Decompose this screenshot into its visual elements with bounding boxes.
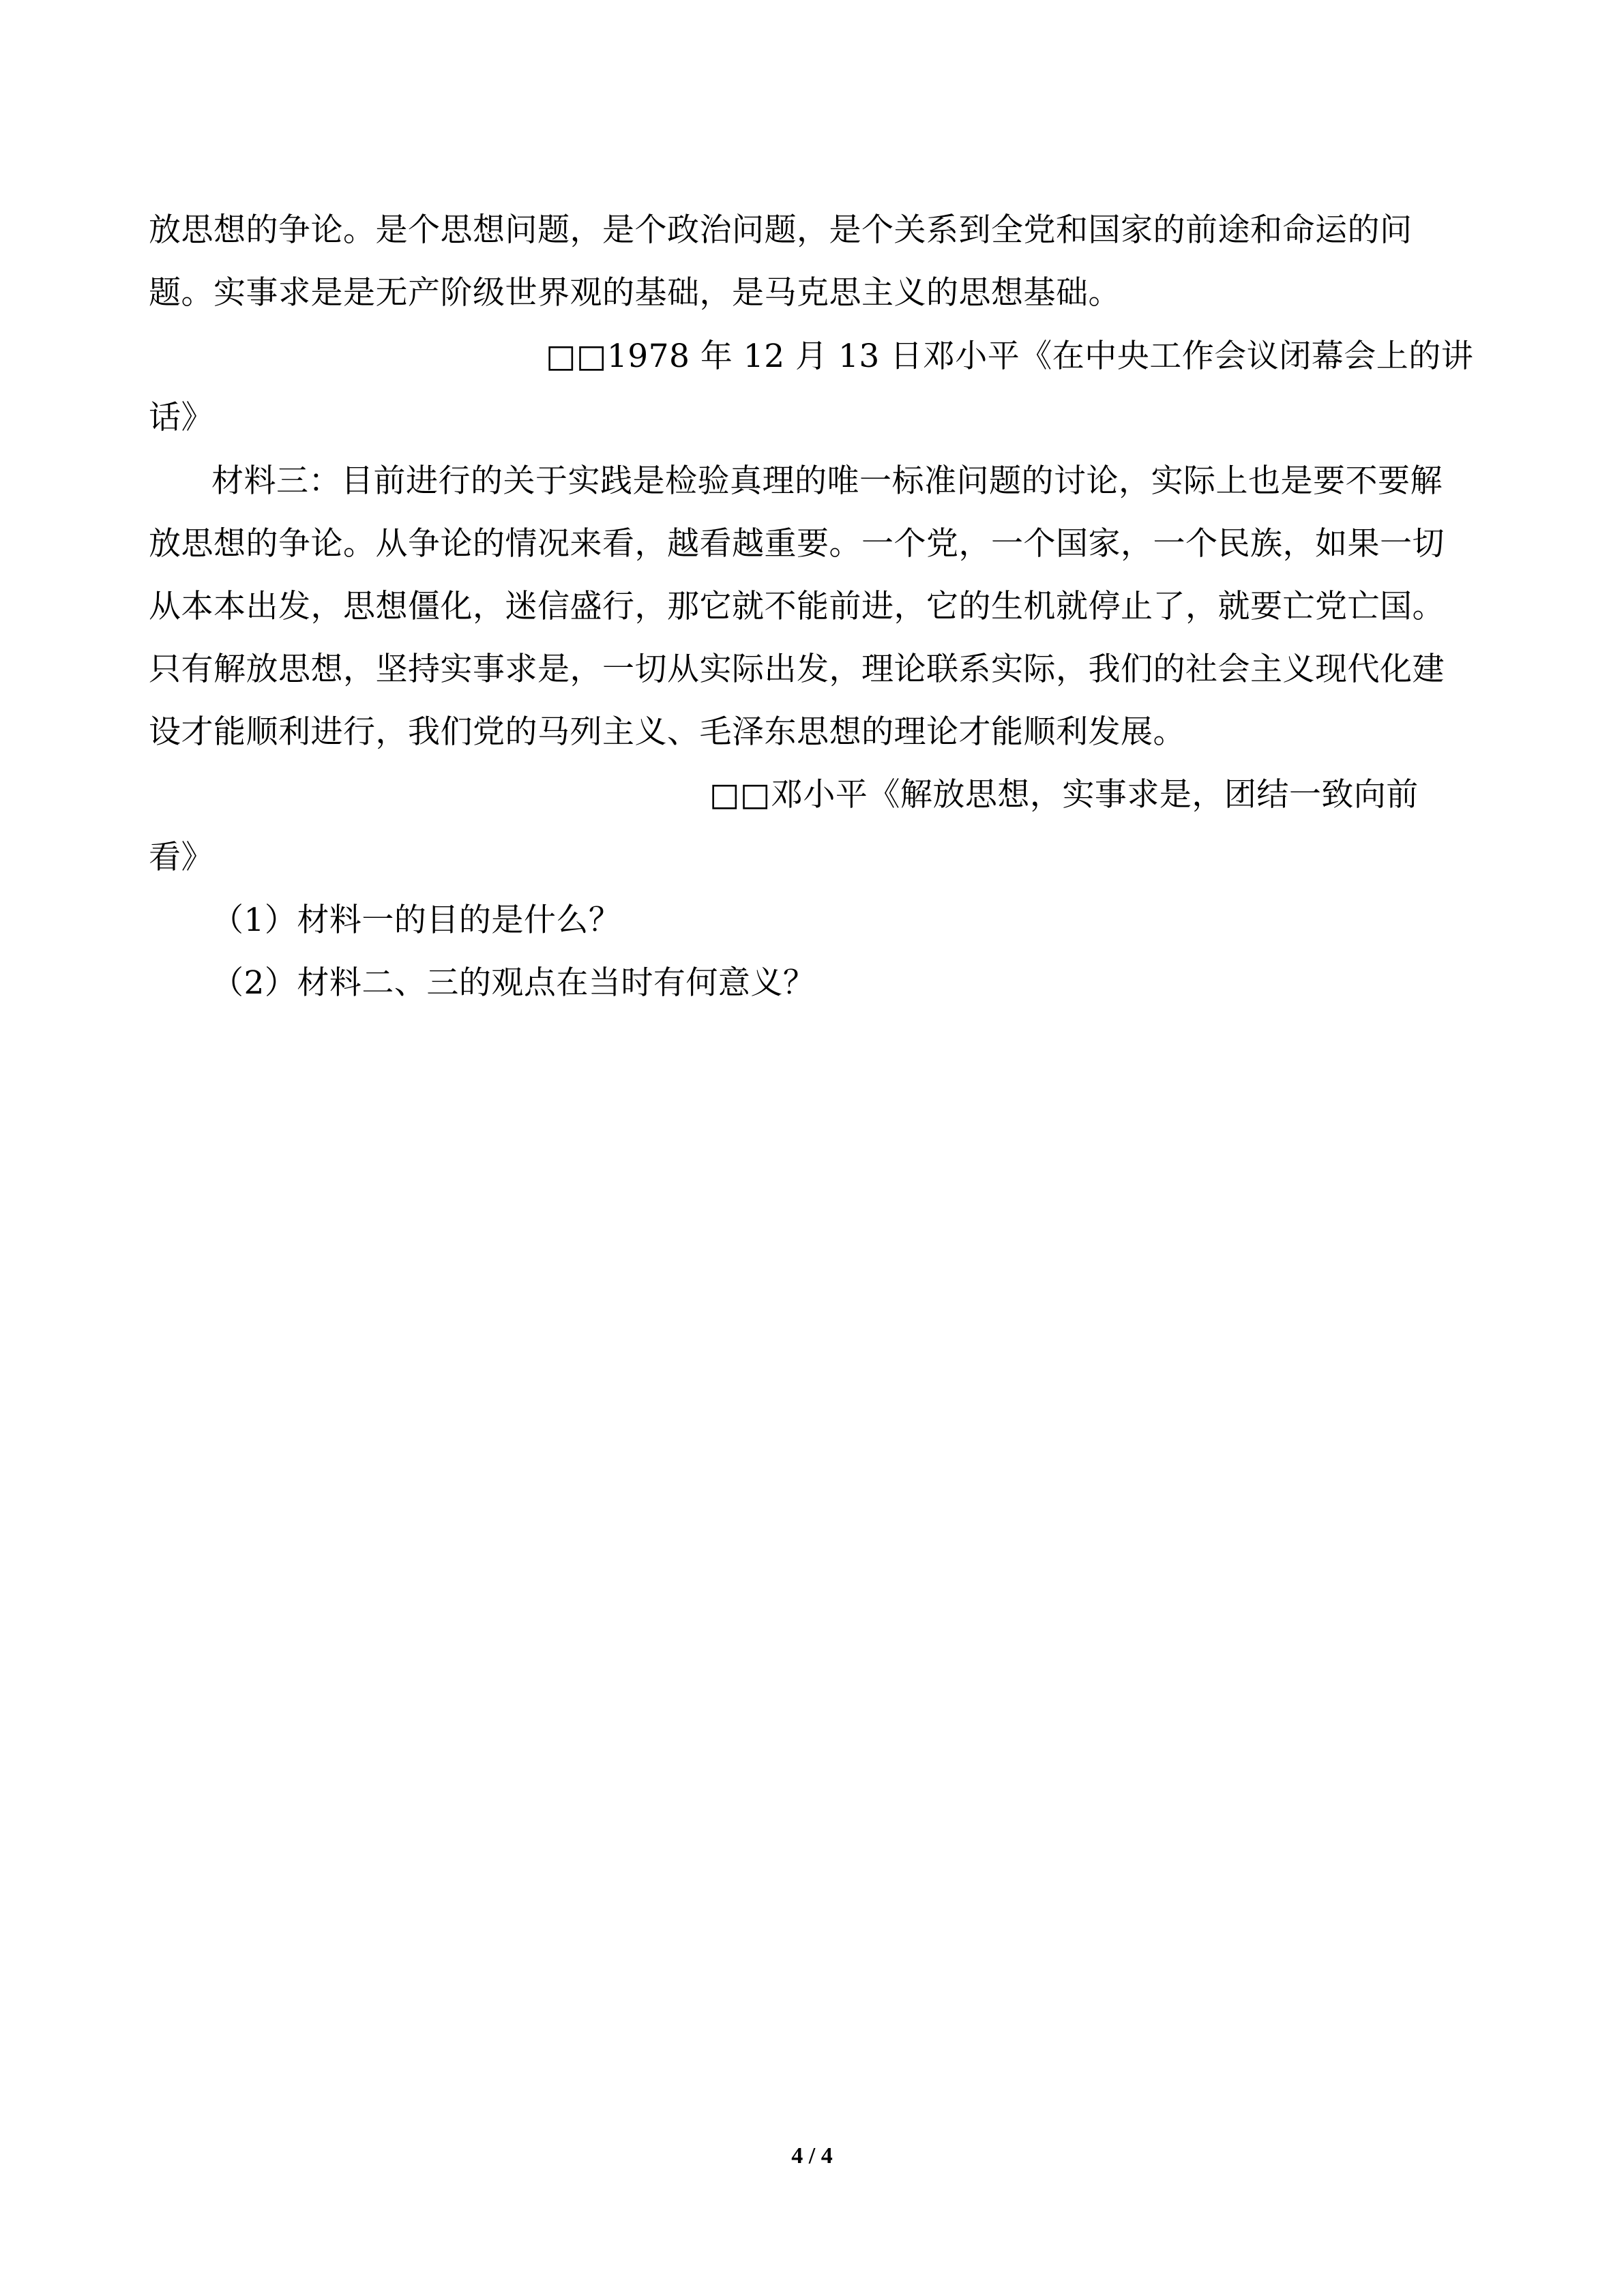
material-three-text-line: 放思想的争论。从争论的情况来看，越看越重要。一个党，一个国家，一个民族，如果一切 <box>149 525 1445 563</box>
material-two-text-line: 放思想的争论。是个思想问题，是个政治问题，是个关系到全党和国家的前途和命运的问 <box>149 211 1413 249</box>
material-two-source-continued: 话》 <box>149 399 213 436</box>
question-2: （2）材料二、三的观点在当时有何意义？ <box>211 964 816 1002</box>
material-three-text-line: 材料三：目前进行的关于实践是检验真理的唯一标准问题的讨论，实际上也是要不要解 <box>211 462 1443 500</box>
material-three-text-line: 只有解放思想，坚持实事求是，一切从实际出发，理论联系实际，我们的社会主义现代化建 <box>149 651 1445 688</box>
material-three-text-line: 设才能顺利进行，我们党的马列主义、毛泽东思想的理论才能顺利发展。 <box>149 713 1185 751</box>
material-three-text-line: 从本本出发，思想僵化，迷信盛行，那它就不能前进，它的生机就停止了，就要亡党亡国。 <box>149 588 1445 625</box>
material-two-text-line: 题。实事求是是无产阶级世界观的基础，是马克思主义的思想基础。 <box>149 274 1121 312</box>
material-three-source-continued: 看》 <box>149 839 213 876</box>
question-1: （1）材料一的目的是什么？ <box>211 901 621 939</box>
material-three-source: □□邓小平《解放思想，实事求是，团结一致向前 <box>709 776 1419 814</box>
material-two-source: □□1978 年 12 月 13 日邓小平《在中央工作会议闭幕会上的讲 <box>546 338 1474 375</box>
page-number: 4 / 4 <box>791 2143 833 2168</box>
